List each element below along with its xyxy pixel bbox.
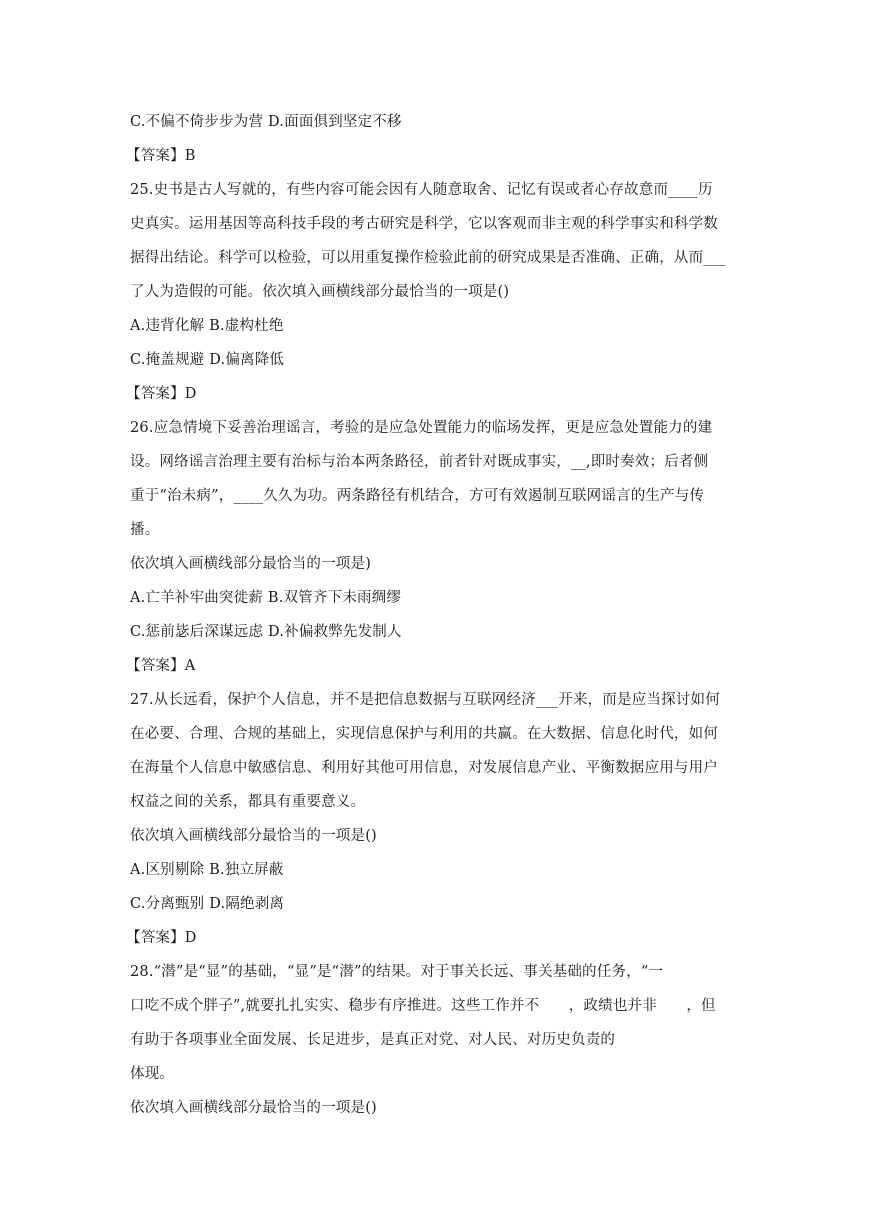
question-25-text: 史真实。运用基因等高科技手段的考古研究是科学，它以客观而非主观的科学事实和科学数 xyxy=(130,216,718,232)
option-line: A.违背化解 B.虚构杜绝 xyxy=(130,318,284,334)
question-26-prompt: 依次填入画横线部分最恰当的一项是) xyxy=(130,556,372,572)
answer-line: 【答案】D xyxy=(126,386,197,402)
option-line: A.区别剔除 B.独立屏蔽 xyxy=(130,862,284,878)
question-26-text: 重于“治未病”，____久久为功。两条路径有机结合，方可有效遏制互联网谣言的生产与传 xyxy=(130,488,705,504)
question-27-text: 在必要、合理、合规的基础上，实现信息保护与利用的共赢。在大数据、信息化时代，如何 xyxy=(130,726,718,742)
option-line: C.分离甄别 D.隔绝剥离 xyxy=(130,896,285,912)
option-line: C.不偏不倚步步为营 D.面面俱到坚定不移 xyxy=(130,114,402,130)
question-25-text: 25.史书是古人写就的，有些内容可能会因有人随意取舍、记忆有误或者心存故意而____历 xyxy=(130,182,713,198)
question-28-text: 28.“潜”是“显”的基础，“显”是“潜”的结果。对于事关长远、事关基础的任务，“一 xyxy=(130,964,664,980)
question-25-text: 了人为造假的可能。依次填入画横线部分最恰当的一项是() xyxy=(130,284,510,300)
question-28-text: 有助于各项事业全面发展、长足进步，是真正对党、对人民、对历史负责的 xyxy=(130,1032,616,1048)
question-27-text: 权益之间的关系，都具有重要意义。 xyxy=(130,794,366,810)
question-27-text: 在海量个人信息中敏感信息、利用好其他可用信息，对发展信息产业、平衡数据应用与用户 xyxy=(130,760,718,776)
option-line: C.惩前毖后深谋远虑 D.补偏救弊先发制人 xyxy=(130,624,402,640)
answer-line: 【答案】D xyxy=(126,930,197,946)
answer-line: 【答案】A xyxy=(126,658,196,674)
question-26-text: 设。网络谣言治理主要有治标与治本两条路径，前者针对既成事实，__,即时奏效；后者侧 xyxy=(130,454,709,470)
question-25-text: 据得出结论。科学可以检验，可以用重复操作检验此前的研究成果是否准确、正确，从而___ xyxy=(130,250,726,266)
question-26-text: 播。 xyxy=(130,522,160,538)
question-28-prompt: 依次填入画横线部分最恰当的一项是() xyxy=(130,1100,377,1116)
question-28-text: 体现。 xyxy=(130,1066,175,1082)
question-28-text: 口吃不成个胖子”,就要扎扎实实、稳步有序推进。这些工作并不 ，政绩也并非 ，但 xyxy=(130,998,716,1014)
option-line: C.掩盖规避 D.偏离降低 xyxy=(130,352,285,368)
question-27-text: 27.从长远看，保护个人信息，并不是把信息数据与互联网经济___开来，而是应当探讨如何 xyxy=(130,692,720,708)
question-27-prompt: 依次填入画横线部分最恰当的一项是() xyxy=(130,828,377,844)
answer-line: 【答案】B xyxy=(126,148,196,164)
question-26-text: 26.应急情境下妥善治理谣言，考验的是应急处置能力的临场发挥，更是应急处置能力的建 xyxy=(130,420,713,436)
option-line: A.亡羊补牢曲突徙薪 B.双管齐下未雨绸缪 xyxy=(130,590,402,606)
